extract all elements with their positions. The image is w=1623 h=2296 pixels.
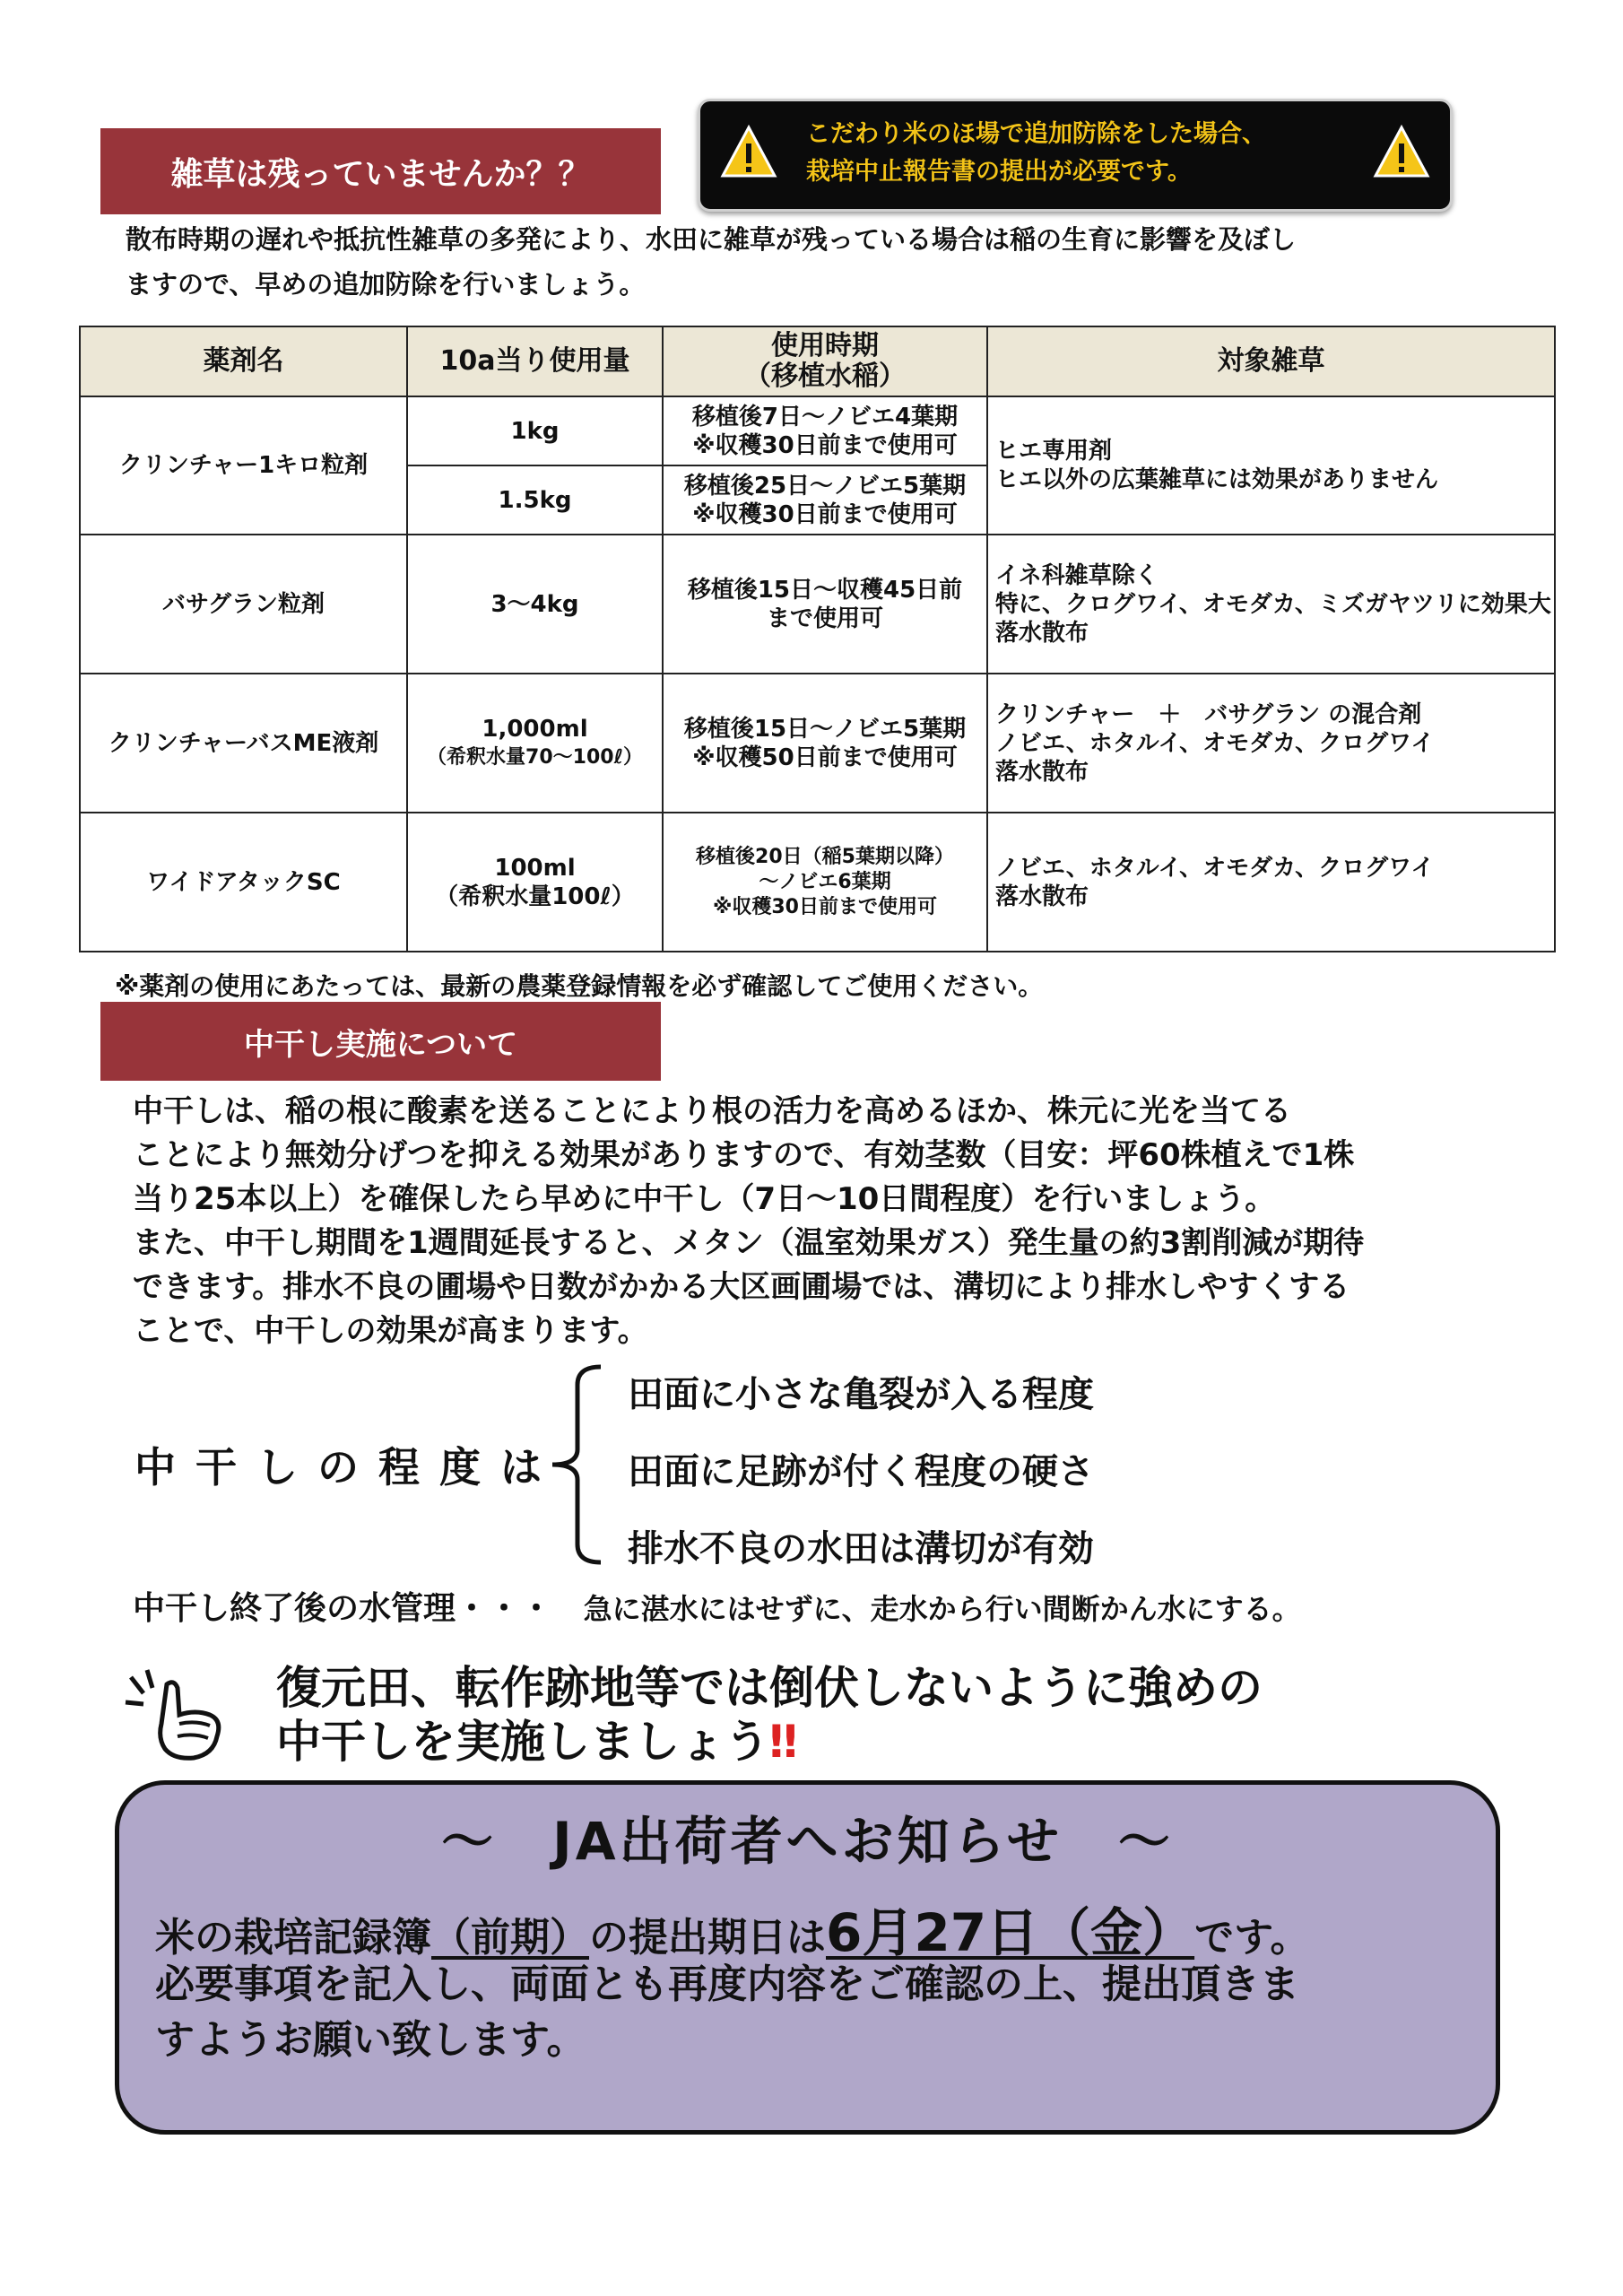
header-period-line: 使用時期 [771,330,879,361]
amount-note: （希釈水量100ℓ） [435,883,635,910]
target-line: 特に、クログワイ、オモダカ、ミズガヤツリに効果大 [995,590,1551,618]
cell-amount [407,674,663,813]
cell-period [663,813,987,952]
drying-line: 当り25本以上）を確保したら早めに中干し（7日～10日間程度）を行いましょう。 [133,1181,1276,1217]
cell-target [987,396,1555,535]
weed-section-heading: 雑草は残っていませんか？？ [100,128,661,214]
notice-date: 6月27日（金） [826,1902,1195,1963]
notice-instructions [155,1957,1464,2068]
warning-text [806,116,1344,191]
cell-period [663,535,987,674]
target-line: ヒエ専用剤 [995,438,1113,465]
target-line: 落水散布 [995,883,1089,910]
cell-amount [407,813,663,952]
target-line: イネ科雑草除く [995,561,1159,589]
cell-target [987,674,1555,813]
cell-period [663,674,987,813]
degree-item: 排水不良の水田は溝切が有効 [628,1528,1094,1570]
warning-banner [698,99,1453,212]
after-water-management [133,1583,1301,1629]
target-line: クリンチャー ＋ バサグラン の混合剤 [995,700,1422,728]
table-row [80,813,1555,952]
header-amount: 10a当り使用量 [407,326,663,396]
brace-icon [547,1363,610,1566]
cell-amount: 1.5kg [407,465,663,535]
target-line: ヒエ以外の広葉雑草には効果がありません [995,466,1439,493]
drying-line: ことにより無効分げつを抑える効果がありますので、有効茎数（目安：坪60株植えで1株 [133,1137,1355,1173]
period-line: ※収穫50日前まで使用可 [692,744,958,771]
cell-amount: 1kg [407,396,663,465]
period-line: ～ノビエ6葉期 [759,870,891,893]
period-line: ※収穫30日前まで使用可 [692,431,958,459]
drying-body [133,1090,1496,1353]
header-target: 対象雑草 [987,326,1555,396]
degree-item: 田面に足跡が付く程度の硬さ [628,1451,1094,1492]
after-label: 中干し終了後の水管理・・・ [133,1590,553,1627]
warning-icon [1373,124,1430,179]
callout-line: 復元田、転作跡地等では倒伏しないように強めの [276,1662,1263,1714]
weed-intro [126,217,1471,307]
callout-message [276,1661,1532,1769]
notice-line: すようお願い致します。 [155,2017,586,2063]
target-line: 落水散布 [995,619,1089,647]
drying-line: できます。排水不良の圃場や日数がかかる大区画圃場では、溝切により排水しやすくする [133,1269,1350,1305]
table-row [80,674,1555,813]
notice-term: （前期） [431,1915,589,1961]
herbicide-table [79,326,1556,952]
table-row [80,535,1555,674]
drying-line: また、中干し期間を1週間延長すると、メタン（温室効果ガス）発生量の約3割削減が期待 [133,1225,1365,1261]
period-line: 移植後15日～ノビエ5葉期 [683,715,967,743]
period-line: 移植後25日～ノビエ5葉期 [683,472,967,500]
amount-value: 100ml [494,854,576,882]
cell-amount: 3～4kg [407,535,663,674]
warning-line-2: 栽培中止報告書の提出が必要です。 [806,158,1192,186]
period-line: 移植後15日～収穫45日前 [687,576,963,604]
notice-line: 必要事項を記入し、両面とも再度内容をご確認の上、提出頂きま [155,1961,1299,2007]
drying-line: 中干しは、稲の根に酸素を送ることにより根の活力を高めるほか、株元に光を当てる [133,1093,1291,1129]
exclamation-icon: ‼ [769,1716,798,1768]
drying-section-heading: 中干し実施について [100,1002,661,1081]
warning-line-1: こだわり米のほ場で追加防除をした場合、 [806,120,1266,148]
cell-target [987,813,1555,952]
period-line: 移植後7日～ノビエ4葉期 [691,403,959,430]
amount-note: （希釈水量70～100ℓ） [427,745,643,769]
target-line: ノビエ、ホタルイ、オモダカ、クログワイ [995,854,1435,882]
table-header-row [80,326,1555,396]
drying-line: ことで、中干しの効果が高まります。 [133,1313,648,1349]
period-line: まで使用可 [766,604,883,632]
header-period-line: （移植水稲） [744,361,906,392]
notice-title: ～ JA出荷者へお知らせ ～ [441,1811,1174,1872]
period-line: ※収穫30日前まで使用可 [712,895,937,918]
cell-name: ワイドアタックSC [80,813,407,952]
target-line: ノビエ、ホタルイ、オモダカ、クログワイ [995,729,1435,757]
target-line: 落水散布 [995,758,1089,786]
notice-text: の提出期日は [589,1915,826,1961]
degree-item: 田面に小さな亀裂が入る程度 [628,1374,1094,1415]
callout-line [276,1715,1532,1769]
after-desc: 急に湛水にはせずに、走水から行い間断かん水にする。 [583,1592,1301,1626]
warning-icon [720,124,777,179]
degree-label: 中干しの程度は [135,1443,561,1492]
period-line: ※収穫30日前まで使用可 [692,500,958,528]
cell-name: バサグラン粒剤 [80,535,407,674]
amount-value: 1,000ml [482,715,588,743]
period-line: 移植後20日（稲5葉期以降） [696,845,954,868]
cell-name: クリンチャー1キロ粒剤 [80,396,407,535]
callout-text: 中干しを実施しましょう [276,1716,769,1768]
weed-intro-line: 散布時期の遅れや抵抗性雑草の多発により、水田に雑草が残っている場合は稲の生育に影響を及ぼし [126,224,1297,255]
cell-target [987,535,1555,674]
cell-name: クリンチャーバスME液剤 [80,674,407,813]
header-period [663,326,987,396]
weed-intro-line: ますので、早めの追加防除を行いましょう。 [126,269,646,300]
table-row [80,396,1555,465]
cell-period [663,396,987,465]
notice-text: です。 [1194,1915,1310,1961]
pointing-hand-icon [124,1668,231,1767]
notice-text: 米の栽培記録簿 [155,1915,431,1961]
degree-list [628,1356,1094,1587]
cell-period [663,465,987,535]
ja-notice-box [115,1780,1500,2135]
notice-deadline-line [155,1891,1310,1966]
header-name: 薬剤名 [80,326,407,396]
table-note: ※薬剤の使用にあたっては、最新の農薬登録情報を必ず確認してご使用ください。 [115,971,1044,1001]
